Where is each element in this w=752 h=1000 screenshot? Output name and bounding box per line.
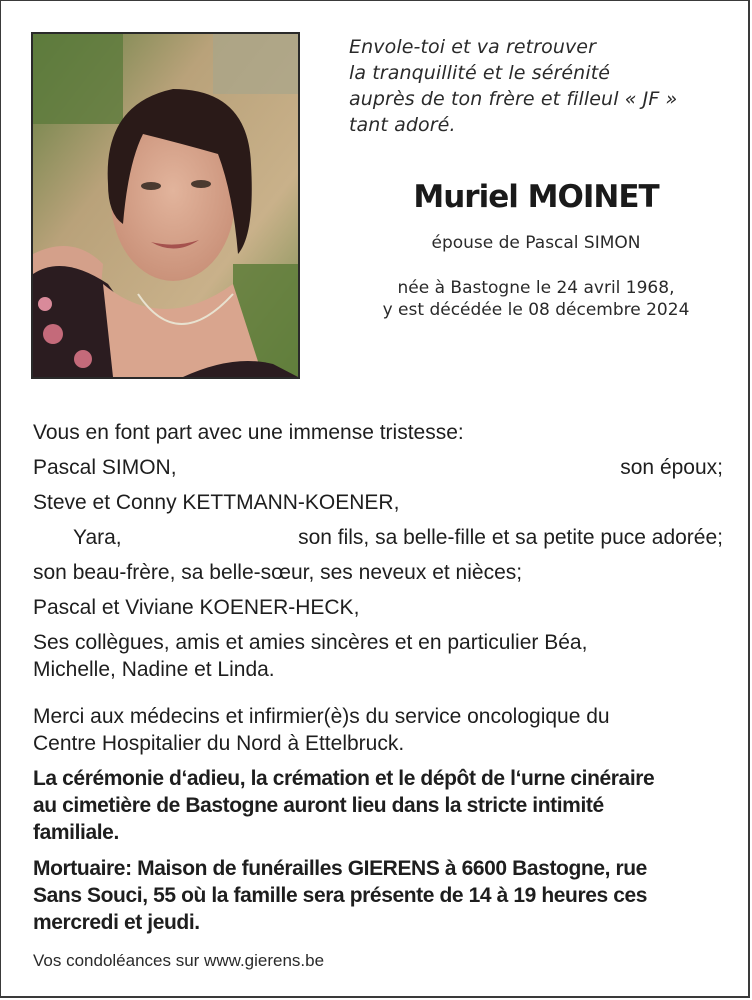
family-names: son beau-frère, sa belle-sœur, ses neveux et nièces; [33, 561, 523, 584]
deceased-name: Muriel MOINET [413, 179, 659, 215]
birth-line: née à Bastogne le 24 avril 1968, [397, 278, 675, 298]
mortuary-line: Sans Souci, 55 où la famille sera présente de 14 à 19 heures ces [33, 884, 648, 907]
announcement-intro-text: Vous en font part avec une immense tristesse: [33, 421, 464, 444]
ceremony-line: au cimetière de Bastogne auront lieu dans la stricte intimité [33, 794, 604, 817]
friends-line: Michelle, Nadine et Linda. [33, 658, 275, 681]
ceremony-line: familiale. [33, 821, 119, 844]
family-relation: son époux; [620, 456, 723, 479]
spouse-line: épouse de Pascal SIMON [431, 233, 641, 253]
portrait-photo [31, 32, 300, 379]
thanks-block [33, 703, 723, 757]
mortuary-line: Mortuaire: Maison de funérailles GIERENS à 6600 Bastogne, rue [33, 857, 647, 880]
family-announcement [33, 415, 723, 683]
family-row [33, 485, 723, 520]
family-names: Pascal SIMON, [33, 456, 177, 479]
announcement-intro [33, 415, 723, 450]
verse-line: auprès de ton frère et filleul « JF » [349, 88, 678, 110]
ceremony-block [33, 765, 723, 846]
life-dates [331, 277, 741, 321]
friends-line: Ses collègues, amis et amies sincères et en particulier Béa, [33, 631, 588, 654]
family-row [33, 520, 723, 555]
condolences-link[interactable]: Vos condoléances sur www.gierens.be [33, 951, 325, 970]
portrait-image [33, 34, 298, 377]
family-row [33, 555, 723, 590]
memorial-verse [349, 34, 729, 138]
family-names: Yara, [73, 526, 122, 549]
mortuary-line: mercredi et jeudi. [33, 911, 200, 934]
mortuary-block [33, 855, 723, 936]
family-names: Steve et Conny KETTMANN-KOENER, [33, 491, 400, 514]
verse-line: Envole-toi et va retrouver [349, 36, 597, 58]
friends-block [33, 629, 723, 683]
death-line: y est décédée le 08 décembre 2024 [382, 300, 690, 320]
family-names: Pascal et Viviane KOENER-HECK, [33, 596, 360, 619]
verse-line: tant adoré. [349, 114, 456, 136]
family-row [33, 450, 723, 485]
thanks-line: Centre Hospitalier du Nord à Ettelbruck. [33, 732, 405, 755]
ceremony-line: La cérémonie d‘adieu, la crémation et le dépôt de l‘urne cinéraire [33, 767, 655, 790]
thanks-line: Merci aux médecins et infirmier(è)s du service oncologique du [33, 705, 610, 728]
family-row [33, 590, 723, 625]
family-relation: son fils, sa belle-fille et sa petite puce adorée; [298, 526, 723, 549]
verse-line: la tranquillité et le sérénité [349, 62, 611, 84]
